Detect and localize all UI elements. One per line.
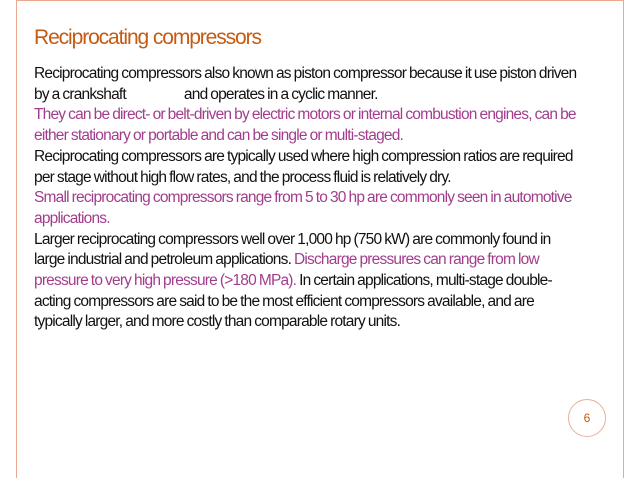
paragraph-large-compressors (34, 230, 582, 334)
frame-top-border (16, 0, 624, 1)
page-number: 6 (583, 411, 591, 425)
paragraph-definition-part1: Reciprocating compressors also known as piston compressor because it use piston driven by a crankshaft (34, 65, 577, 103)
paragraph-definition (34, 64, 582, 105)
slide-title: Reciprocating compressors (34, 26, 261, 49)
paragraph-definition-part2: and operates in a cyclic manner. (183, 85, 378, 103)
large-compressors-text: Larger reciprocating compressors well over 1,000 hp (750 kW) are commonly found in large industrial and petroleum applications. (34, 230, 551, 269)
page-number-badge (568, 399, 606, 437)
frame-right-border (623, 0, 624, 478)
paragraph-usage: Reciprocating compressors are typically used where high compression ratios are required per stage without high flow rates, and the process fluid is relatively dry. (34, 147, 573, 186)
frame-left-border (16, 0, 17, 478)
paragraph-drive-types: They can be direct- or belt-driven by electric motors or internal combustion engines, can be either stationary or portable and can be single or multi-staged. (34, 106, 576, 145)
discharge-pressures-text: Discharge pressures can range from low pressure to very high pressure (>180 MPa). (34, 251, 539, 290)
multi-stage-text: In certain applications, multi-stage double-acting compressors are said to be the most efficient compressors available, and are typically larger, and more costly than comparable rotary units. (34, 272, 552, 331)
paragraph-small-compressors: Small reciprocating compressors range from 5 to 30 hp are commonly seen in automotive applications. (34, 189, 572, 227)
slide-body (34, 64, 582, 333)
